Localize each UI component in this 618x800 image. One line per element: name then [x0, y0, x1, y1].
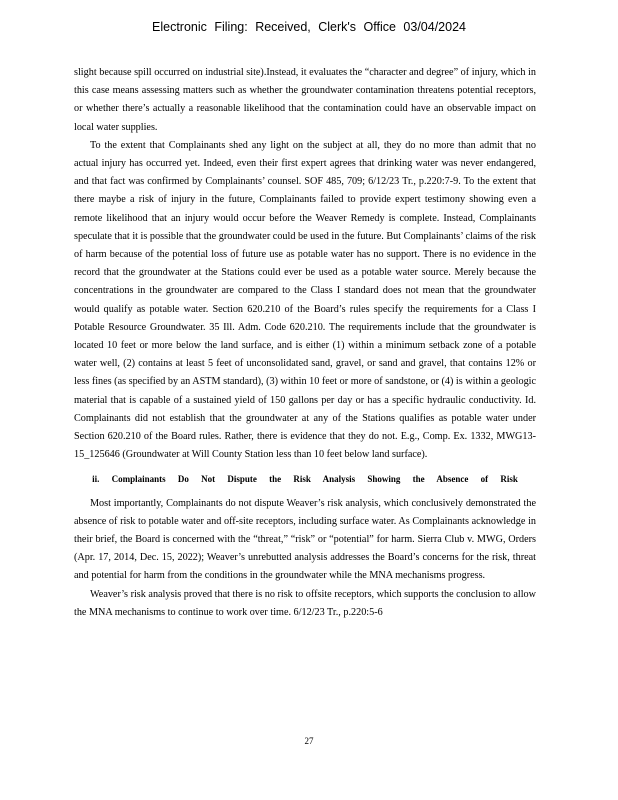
page-number: 27 [304, 736, 314, 746]
paragraph-1: slight because spill occurred on industrial site).Instead, it evaluates the “character and degree” of injury, which in this case means assessing matters such as whether the groundwater contamination threatens potential receptors, or whether there’s actually a reasonable likelihood that the contamination could have an observable impact on local water supplies. [74, 67, 536, 133]
paragraph-3: Most importantly, Complainants do not dispute Weaver’s risk analysis, which conclusively demonstrated the absence of risk to potable water and off-site receptors, including surface water. As Complainants acknowledge in their brief, the Board is concerned with the “threat,” “risk” or “potential” for harm. Sierra Club v. MWG, Orders (Apr. 17, 2014, Dec. 15, 2022); Weaver’s unrebutted analysis addresses the Board’s concerns for the risk, threat and potential for harm from the conditions in the groundwater while the MNA mechanisms progress. [74, 497, 536, 582]
paragraph-2: To the extent that Complainants shed any light on the subject at all, they do no more than admit that no actual injury has occurred yet. Indeed, even their first expert agrees that drinking water was never endangered, and that fact was confirmed by Complainants’ counsel. SOF 485, 709; 6/12/23 Tr., p.220:7-9. To the extent that there maybe a risk of injury in the future, Complainants failed to provide expert testimony showing even a remote likelihood that an injury would occur before the Weaver Remedy is complete. Instead, Complainants speculate that it is possible that the groundwater could be used in the future. But Complainants’ claims of the risk of harm because of the potential loss of future use as potable water has no support. There is no evidence in the record that the groundwater at the Stations could ever be used as a potable water source. Merely because the concentrations in the groundwater are compared to the Class I standard does not mean that the groundwater would qualify as potable water. Section 620.210 of the Board’s rules specify the requirements for a Class I Potable Resource Groundwater. 35 Ill. Adm. Code 620.210. The requirements include that the groundwater is located 10 feet or more below the land surface, and is either (1) within a minimum setback zone of a potable water well, (2) contains at least 5 feet of unconsolidated sand, gravel, or sand and gravel, that contains 12% or less fines (as specified by an ASTM standard), (3) within 10 feet or more of sandstone, or (4) is within a geologic material that is capable of a sustained yield of 150 gallons per day or has a specific hydraulic conductivity. Id. Complainants did not establish that the groundwater at any of the Stations qualifies as potable water under Section 620.210 of the Board rules. Rather, there is evidence that they do not. E.g., Comp. Ex. 1332, MWG13-15_125646 (Groundwater at Will County Station less than 10 feet below land surface). [74, 139, 537, 461]
document-body [74, 64, 536, 622]
page-header: Electronic Filing: Received, Clerk's Office 03/04/2024 [152, 20, 466, 34]
paragraph-4: Weaver’s risk analysis proved that there is no risk to offsite receptors, which supports the conclusion to allow the MNA mechanisms to continue to work over time. 6/12/23 Tr., p.220:5-6 [74, 588, 536, 618]
section-heading: ii. Complainants Do Not Dispute the Risk Analysis Showing the Absence of Risk [92, 474, 518, 485]
